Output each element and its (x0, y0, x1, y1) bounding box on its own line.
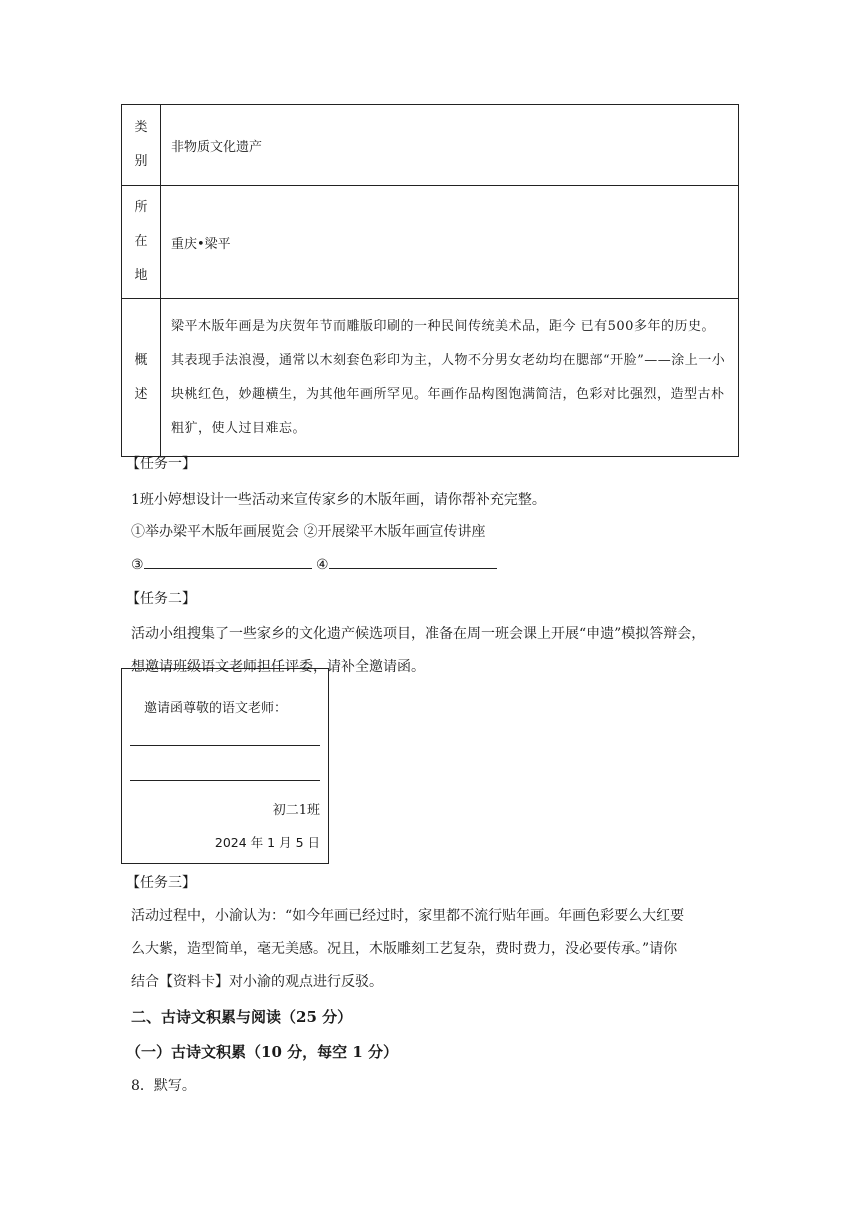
table-row-overview (122, 299, 739, 457)
table-row-category (122, 105, 739, 186)
blank-4-input[interactable] (329, 554, 497, 569)
row-content: 非物质文化遗产 (161, 105, 739, 186)
info-table (121, 104, 739, 457)
task3-title: 【任务三】 (126, 875, 196, 891)
blank-4-label: ④ (316, 557, 329, 573)
task1-items: ①举办梁平木版年画展览会 ②开展梁平木版年画宣传讲座 (131, 524, 486, 540)
task2-title: 【任务二】 (126, 591, 196, 607)
row-content: 重庆•梁平 (161, 186, 739, 299)
invitation-blank-line-1[interactable] (130, 745, 320, 746)
row-label: 概 述 (122, 299, 161, 457)
row-content: 梁平木版年画是为庆贺年节而雕版印刷的一种民间传统美术品，距今 已有500多年的历史。其表现手法浪漫，通常以木刻套色彩印为主，人物不分男女老幼均在腮部“开脸”——涂上一小块桃红色，妙趣横生，为其他年画所罕见。年画作品构图饱满简洁，色彩对比强烈，造型古朴粗犷，使人过目难忘。 (161, 299, 739, 457)
invitation-date: 2024 年 1 月 5 日 (214, 835, 320, 850)
task1-title: 【任务一】 (126, 456, 196, 472)
task2-prompt-line1: 活动小组搜集了一些家乡的文化遗产候选项目，准备在周一班会课上开展“申遗”模拟答辩会， (131, 626, 706, 642)
task3-line1: 活动过程中，小渝认为：“如今年画已经过时，家里都不流行贴年画。年画色彩要么大红要 (131, 908, 685, 924)
section2-heading: 二、古诗文积累与阅读（25 分） (131, 1008, 353, 1026)
task3-line2: 么大紫，造型简单，毫无美感。况且，木版雕刻工艺复杂，费时费力，没必要传承。”请你 (131, 941, 678, 957)
row-label: 所 在 地 (122, 186, 161, 299)
question-8: 8．默写。 (131, 1078, 196, 1094)
table-row-location (122, 186, 739, 299)
invitation-signature: 初二1班 (272, 803, 320, 818)
task2-prompt-line2: 想邀请班级语文老师担任评委，请补全邀请函。 (131, 659, 425, 675)
blank-3-label: ③ (131, 557, 144, 573)
blank-3-input[interactable] (144, 554, 312, 569)
invitation-blank-line-2[interactable] (130, 780, 320, 781)
task1-blanks (131, 554, 497, 573)
task1-prompt: 1班小婷想设计一些活动来宣传家乡的木版年画，请你帮补充完整。 (131, 492, 546, 508)
section2-subheading: （一）古诗文积累（10 分，每空 1 分） (126, 1043, 398, 1061)
invitation-greeting: 邀请函尊敬的语文老师： (144, 701, 288, 716)
invitation-card (121, 668, 329, 864)
row-label: 类 别 (122, 105, 161, 186)
task3-line3: 结合【资料卡】对小渝的观点进行反驳。 (131, 974, 383, 990)
